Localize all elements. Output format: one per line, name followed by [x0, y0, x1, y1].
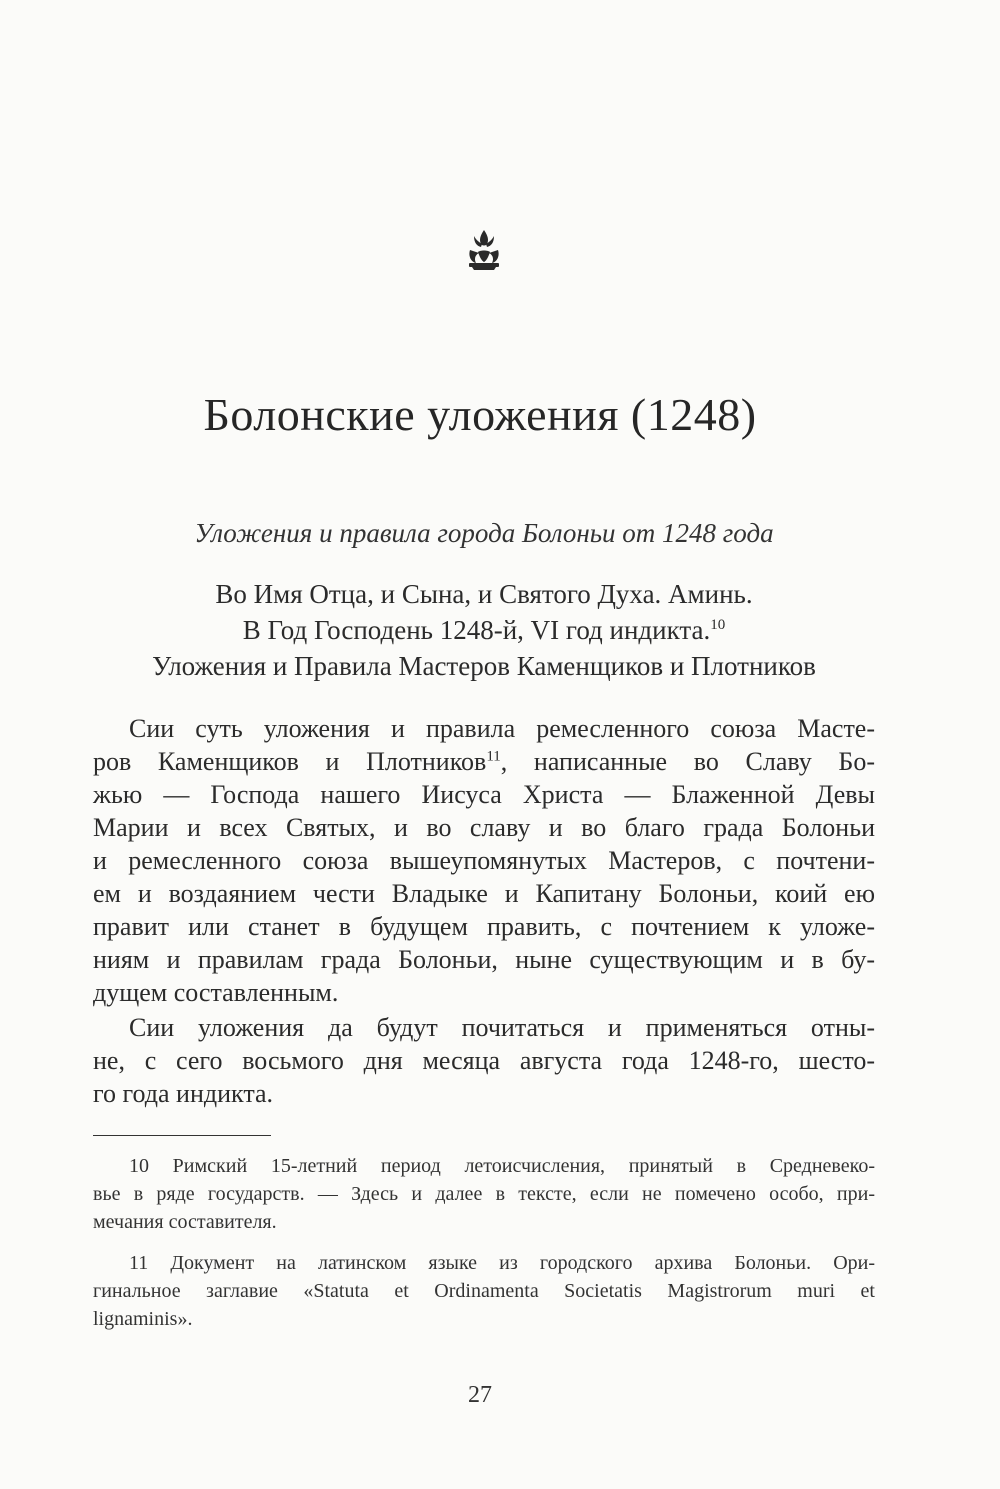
footnote-line: гинальное заглавие «Statuta et Ordinamenta Societatis Magistrorum muri et	[93, 1280, 875, 1302]
paragraph	[93, 1011, 875, 1110]
footnotes	[93, 1152, 875, 1346]
footnote-ref: 11	[486, 748, 501, 765]
footnote-line: вье в ряде государств. — Здесь и далее в тексте, если не помечено особо, при-	[93, 1183, 875, 1205]
text-line: ров Каменщиков и Плотников$^{11}$, написанные во Славу Бо-	[93, 747, 875, 776]
footnote-divider	[93, 1135, 271, 1136]
invocation-block	[80, 576, 888, 684]
footnote-line: 11 Документ на латинском языке из городского архива Болоньи. Ори-	[129, 1252, 875, 1274]
footnote-ref: 10	[710, 617, 726, 633]
chapter-title: Болонские уложения (1248)	[203, 389, 757, 440]
text-line: Марии и всех Святых, и во славу и во благо града Болоньи	[93, 813, 875, 842]
invocation-line: Уложения и Правила Мастеров Каменщиков и Плотников	[152, 651, 816, 681]
text-line: правит или станет в будущем править, с почтением к уложе-	[93, 912, 875, 941]
invocation-line: Во Имя Отца, и Сына, и Святого Духа. Аминь.	[215, 579, 753, 609]
footnote-10	[93, 1152, 875, 1236]
text-line: и ремесленного союза вышеупомянутых Мастеров, с почтени-	[93, 846, 875, 875]
text-line: го года индикта.	[93, 1079, 274, 1108]
text-line: не, с сего восьмого дня месяца августа года 1248-го, шесто-	[93, 1046, 875, 1075]
text-line: жью — Господа нашего Иисуса Христа — Блаженной Девы	[93, 780, 875, 809]
text-line: Сии уложения да будут почитаться и применяться отны-	[129, 1013, 875, 1042]
main-text	[93, 712, 875, 1110]
footnote-line: мечания составителя.	[93, 1211, 277, 1233]
text-line: ем и воздаянием чести Владыке и Капитану Болоньи, коий ею	[93, 879, 875, 908]
chapter-subtitle: Уложения и правила города Болоньи от 1248 года	[194, 518, 774, 548]
fleur-de-lis-ornament-icon	[462, 228, 506, 272]
paragraph	[93, 712, 875, 1009]
footnote-11	[93, 1249, 875, 1333]
text-line: Сии суть уложения и правила ремесленного союза Масте-	[129, 714, 875, 743]
page-number: 27	[468, 1382, 492, 1408]
footnote-line: lignaminis».	[93, 1308, 193, 1330]
text-line: дущем составленным.	[93, 978, 339, 1007]
footnote-line: 10 Римский 15-летний период летоисчисления, принятый в Средневеко-	[129, 1155, 875, 1177]
invocation-line: В Год Господень 1248-й, VI год индикта.$^{10}$	[242, 615, 726, 645]
text-line: ниям и правилам града Болоньи, ныне существующим и в бу-	[93, 945, 875, 974]
